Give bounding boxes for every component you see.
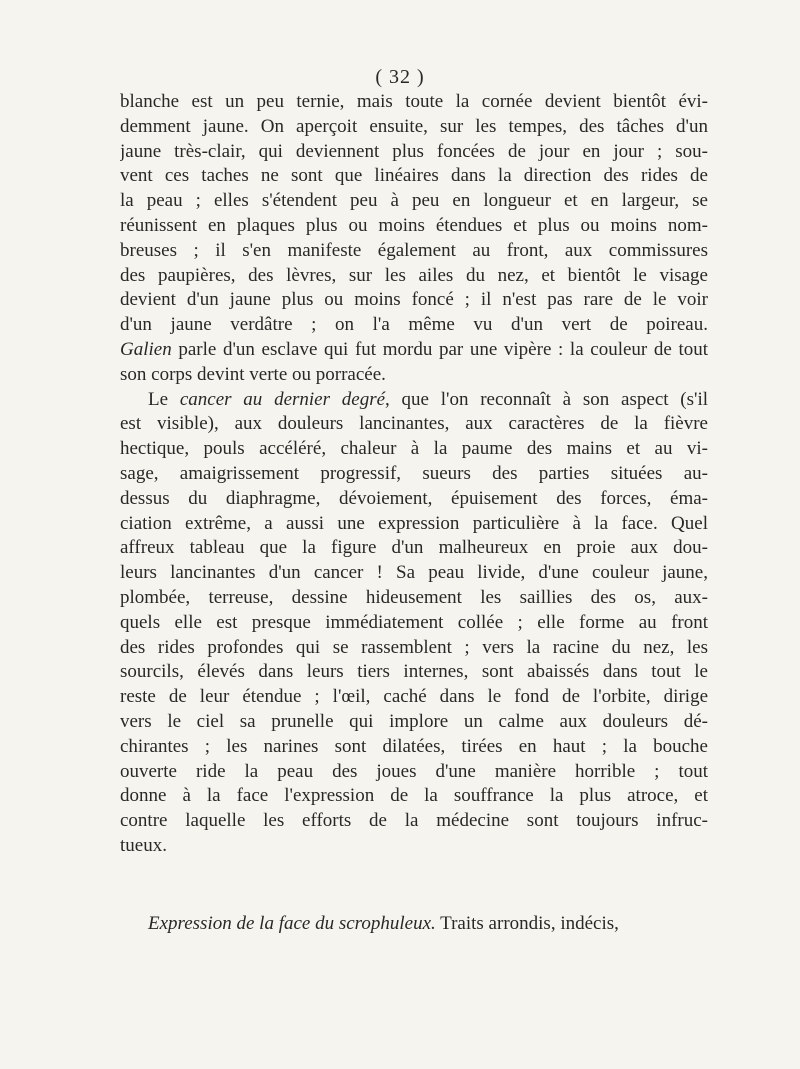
text-line: reste de leur étendue ; l'œil, caché dans le fond de l'orbite, dirige: [120, 686, 708, 708]
italic-name: Galien: [120, 338, 172, 360]
section-heading: Expression de la face du scrophuleux.: [148, 912, 436, 934]
text-line: chirantes ; les narines sont dilatées, tirées en haut ; la bouche: [120, 735, 708, 757]
italic-phrase: cancer au dernier degré: [179, 388, 386, 410]
text-line: breuses ; il s'en manifeste également au front, aux commissures: [120, 239, 708, 261]
text-line: des paupières, des lèvres, sur les ailes du nez, et bientôt le visage: [120, 264, 708, 286]
text-line: vers le ciel sa prunelle qui implore un calme aux douleurs dé-: [120, 710, 708, 732]
text-line: réunissent en plaques plus ou moins étendues et plus ou moins nom-: [120, 214, 708, 236]
text-line: tueux.: [120, 834, 167, 856]
text-line-heading: [120, 912, 708, 937]
text-line: sage, amaigrissement progressif, sueurs des parties situées au-: [120, 462, 708, 484]
text-line: plombée, terreuse, dessine hideusement les saillies des os, aux-: [120, 586, 708, 608]
text-line: ouverte ride la peau des joues d'une manière horrible ; tout: [120, 760, 708, 782]
text-line-lead: [120, 388, 708, 413]
text-line: d'un jaune verdâtre ; on l'a même vu d'un vert de poireau.: [120, 314, 708, 336]
text-line: devient d'un jaune plus ou moins foncé ; il n'est pas rare de le voir: [120, 289, 708, 311]
text-line: dessus du diaphragme, dévoiement, épuisement des forces, éma-: [120, 487, 708, 509]
text-line: hectique, pouls accéléré, chaleur à la paume des mains et au vi-: [120, 438, 708, 460]
text-line: vent ces taches ne sont que linéaires dans la direction des rides de: [120, 165, 708, 187]
text-line: la peau ; elles s'étendent peu à peu en longueur et en largeur, se: [120, 190, 708, 212]
text-line: contre laquelle les efforts de la médecine sont toujours infruc-: [120, 810, 708, 832]
text-line: blanche est un peu ternie, mais toute la cornée devient bientôt évi-: [120, 91, 708, 112]
page-number: ( 32 ): [375, 66, 425, 88]
paragraph-gap: [120, 884, 708, 912]
text-fragment: Le: [148, 388, 169, 410]
text-line: est visible), aux douleurs lancinantes, aux caractères de la fièvre: [120, 413, 708, 435]
text-line: ciation extrême, a aussi une expression particulière à la face. Quel: [120, 512, 708, 534]
text-line: donne à la face l'expression de la souffrance la plus atroce, et: [120, 785, 708, 807]
text-line: leurs lancinantes d'un cancer ! Sa peau livide, d'une couleur jaune,: [120, 562, 708, 584]
text-fragment: Traits arrondis, indécis,: [435, 912, 619, 934]
text-line-galien: [120, 338, 708, 363]
text-line: sourcils, élevés dans leurs tiers internes, sont abaissés dans tout le: [120, 661, 708, 683]
text-line: des rides profondes qui se rassemblent ; vers la racine du nez, les: [120, 636, 708, 658]
text-line: jaune très-clair, qui deviennent plus foncées de jour en jour ; sou-: [120, 140, 708, 162]
paragraph-1: [120, 90, 708, 388]
paragraph-2: [120, 388, 708, 884]
text-line: affreux tableau que la figure d'un malheureux en proie aux dou-: [120, 537, 708, 559]
text-line: quels elle est presque immédiatement collée ; elle forme au front: [120, 611, 708, 633]
text-line: son corps devint verte ou porracée.: [120, 363, 386, 385]
paragraph-3: [120, 912, 708, 937]
text-fragment: parle d'un esclave qui fut mordu par une vipère : la couleur de tout: [178, 338, 708, 360]
text-line: [120, 859, 708, 884]
text-line: demment jaune. On aperçoit ensuite, sur les tempes, des tâches d'un: [120, 115, 708, 137]
text-block: [120, 90, 708, 936]
text-fragment: , que l'on reconnaît à son aspect (s'il: [385, 388, 708, 410]
